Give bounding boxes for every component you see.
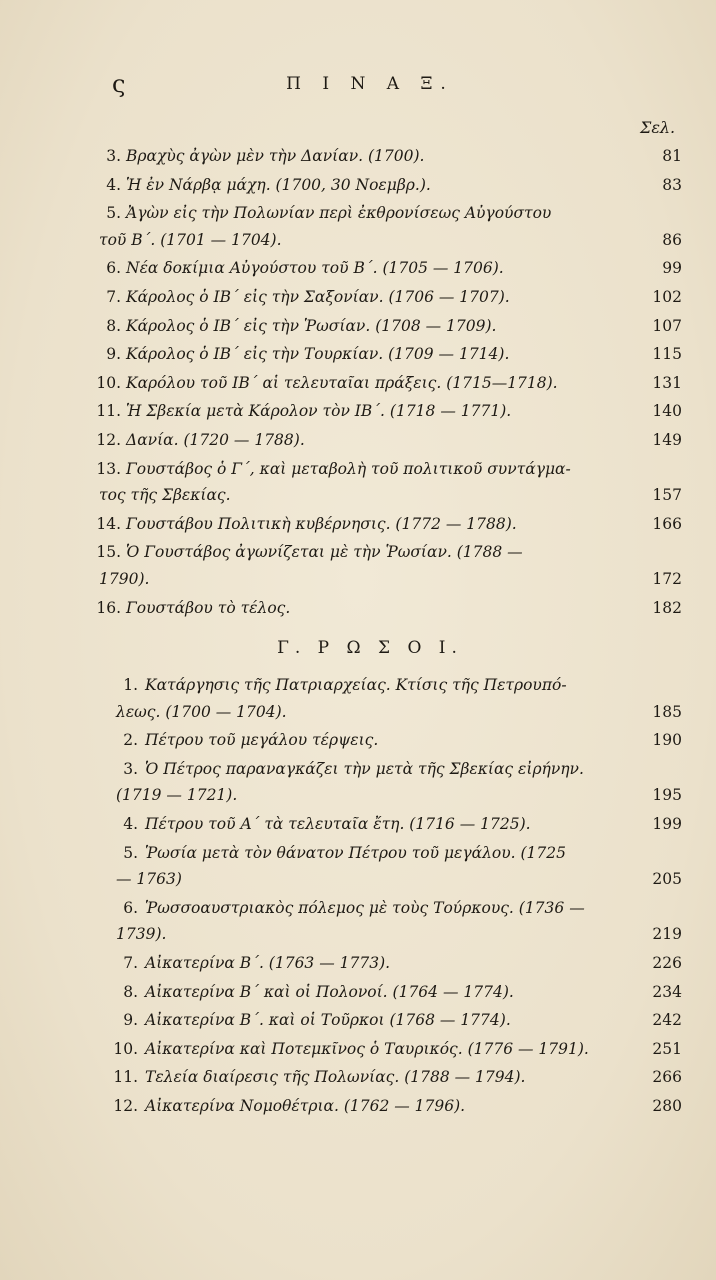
entry-title-line: Ῥωσία μετὰ τὸν θάνατον Πέτρου τοῦ μεγάλου. (1725 — [145, 843, 567, 862]
entry-page-number: 190 — [652, 731, 682, 750]
entry-title-line: Αἰκατερίνα Β΄. (1763 — 1773). — [145, 954, 391, 972]
entry-number: 13. — [96, 459, 121, 478]
entry-title-line: λεως. (1700 — 1704). — [116, 702, 287, 721]
entry-number: 2. — [123, 731, 138, 750]
entry-title-line: τοῦ Β΄. (1701 — 1704). — [99, 230, 282, 249]
entry-page-number: 86 — [662, 230, 682, 249]
entry-title-line: Βραχὺς ἀγὼν μὲν τὴν Δανίαν. (1700). — [126, 147, 425, 165]
entry-number: 7. — [106, 288, 121, 306]
entry-page-number: 219 — [652, 925, 682, 944]
entry-page-number: 199 — [652, 815, 682, 833]
entry-page-number: 182 — [652, 598, 682, 617]
entry-number: 12. — [96, 431, 121, 449]
entry-title-line: Τελεία διαίρεσις τῆς Πολωνίας. (1788 — 1794). — [145, 1068, 526, 1087]
entry-title-line: Δανία. (1720 — 1788). — [126, 431, 305, 449]
entry-page-number: 251 — [652, 1039, 682, 1058]
entry-page-number: 81 — [662, 147, 682, 165]
entry-title-line: Αἰκατερίνα καὶ Ποτεμκῖνος ὁ Ταυρικός. (1776 — 1791). — [145, 1039, 589, 1058]
entry-number: 5. — [106, 204, 121, 223]
entry-number: 14. — [96, 514, 121, 533]
entry-page-number: 172 — [652, 569, 682, 588]
page-folio: ς — [112, 70, 126, 98]
entry-title-line: Γουστάβου Πολιτικὴ κυβέρνησις. (1772 — 1788). — [126, 514, 517, 533]
entry-number: 7. — [123, 954, 138, 972]
entry-page-number: 140 — [652, 402, 682, 421]
running-title: Π Ι Ν Α Ξ. — [286, 74, 454, 94]
entry-title-line: Καρόλου τοῦ ΙΒ΄ αἱ τελευταῖαι πράξεις. (1715—1718). — [126, 373, 558, 392]
entry-title-line: Κάρολος ὁ ΙΒ΄ εἰς τὴν Ῥωσίαν. (1708 — 1709). — [126, 316, 497, 335]
entry-page-number: 205 — [652, 870, 682, 889]
entry-title-line: Αἰκατερίνα Νομοθέτρια. (1762 — 1796). — [145, 1097, 466, 1115]
entry-number: 10. — [113, 1039, 138, 1058]
entry-title-line: Ὁ Γουστάβος ἀγωνίζεται μὲ τὴν Ῥωσίαν. (1788 — — [126, 543, 523, 562]
entry-number: 5. — [123, 843, 138, 862]
entry-page-number: 115 — [652, 345, 682, 364]
entry-title-line: Πέτρου τοῦ Α΄ τὰ τελευταῖα ἔτη. (1716 — 1725). — [145, 815, 531, 833]
entry-page-number: 242 — [652, 1011, 682, 1030]
entry-page-number: 102 — [652, 288, 682, 306]
entry-title-line: Κάρολος ὁ ΙΒ΄ εἰς τὴν Σαξονίαν. (1706 — 1707). — [126, 288, 510, 306]
entry-page-number: 234 — [652, 982, 682, 1001]
entry-title-line: Γουστάβου τὸ τέλος. — [126, 598, 291, 617]
entry-number: 8. — [123, 982, 138, 1001]
entry-number: 6. — [106, 259, 121, 278]
entry-page-number: 266 — [652, 1068, 682, 1087]
entry-number: 3. — [106, 147, 121, 165]
entry-title-line: Γουστάβος ὁ Γ΄, καὶ μεταβολὴ τοῦ πολιτικοῦ συντάγμα- — [126, 459, 571, 478]
entry-title-line: (1719 — 1721). — [116, 786, 238, 805]
entry-page-number: 157 — [652, 486, 682, 505]
entry-number: 12. — [113, 1097, 138, 1115]
entry-number: 11. — [96, 402, 121, 421]
entry-page-number: 149 — [652, 431, 682, 449]
entry-number: 10. — [96, 373, 121, 392]
entry-page-number: 83 — [662, 175, 682, 194]
entry-page-number: 131 — [652, 373, 682, 392]
entry-number: 15. — [96, 543, 121, 562]
entry-number: 9. — [123, 1011, 138, 1030]
entry-title-line: Ἡ Σβεκία μετὰ Κάρολον τὸν ΙΒ΄. (1718 — 1771). — [126, 402, 512, 421]
entry-page-number: 280 — [652, 1097, 682, 1115]
entry-number: 9. — [106, 345, 121, 364]
entry-number: 4. — [106, 175, 121, 194]
entry-number: 6. — [123, 898, 138, 917]
entry-title-line: Κάρολος ὁ ΙΒ΄ εἰς τὴν Τουρκίαν. (1709 — 1714). — [126, 345, 510, 364]
entry-number: 8. — [106, 316, 121, 335]
entry-number: 4. — [123, 815, 138, 833]
entry-title-line: Πέτρου τοῦ μεγάλου τέρψεις. — [145, 731, 379, 750]
entry-title-line: Κατάργησις τῆς Πατριαρχείας. Κτίσις τῆς Πετρουπό- — [145, 676, 567, 694]
entry-title-line: Ῥωσσοαυστριακὸς πόλεμος μὲ τοὺς Τούρκους. (1736 — — [145, 898, 585, 917]
entry-number: 1. — [123, 676, 138, 694]
entry-title-line: Ὁ Πέτρος παραναγκάζει τὴν μετὰ τῆς Σβεκίας εἰρήνην. — [145, 759, 584, 778]
entry-page-number: 185 — [652, 702, 682, 721]
entry-page-number: 107 — [652, 316, 682, 335]
entry-title-line: 1739). — [116, 925, 167, 944]
entry-number: 16. — [96, 598, 121, 617]
entry-page-number: 195 — [652, 786, 682, 805]
page-column-heading: Σελ. — [640, 118, 676, 137]
entry-title-line: Νέα δοκίμια Αὐγούστου τοῦ Β΄. (1705 — 1706). — [126, 259, 504, 278]
entry-page-number: 226 — [652, 954, 682, 972]
entry-title-line: Ἡ ἐν Νάρβᾳ μάχη. (1700, 30 Νοεμβρ.). — [126, 175, 431, 194]
entry-number: 11. — [113, 1068, 138, 1087]
entry-title-line: Ἀγὼν εἰς τὴν Πολωνίαν περὶ ἐκθρονίσεως Αὐγούστου — [126, 204, 552, 223]
entry-page-number: 99 — [662, 259, 682, 278]
entry-title-line: Αἰκατερίνα Β΄. καὶ οἱ Τοῦρκοι (1768 — 1774). — [145, 1011, 511, 1030]
entry-number: 3. — [123, 759, 138, 778]
entry-page-number: 166 — [652, 514, 682, 533]
section-title: Γ. Ρ Ω Σ Ο Ι. — [277, 638, 463, 658]
entry-title-line: 1790). — [99, 569, 150, 588]
entry-title-line: Αἰκατερίνα Β΄ καὶ οἱ Πολονοί. (1764 — 1774). — [145, 982, 514, 1001]
entry-title-line: — 1763) — [116, 870, 182, 889]
entry-title-line: τος τῆς Σβεκίας. — [99, 486, 231, 505]
